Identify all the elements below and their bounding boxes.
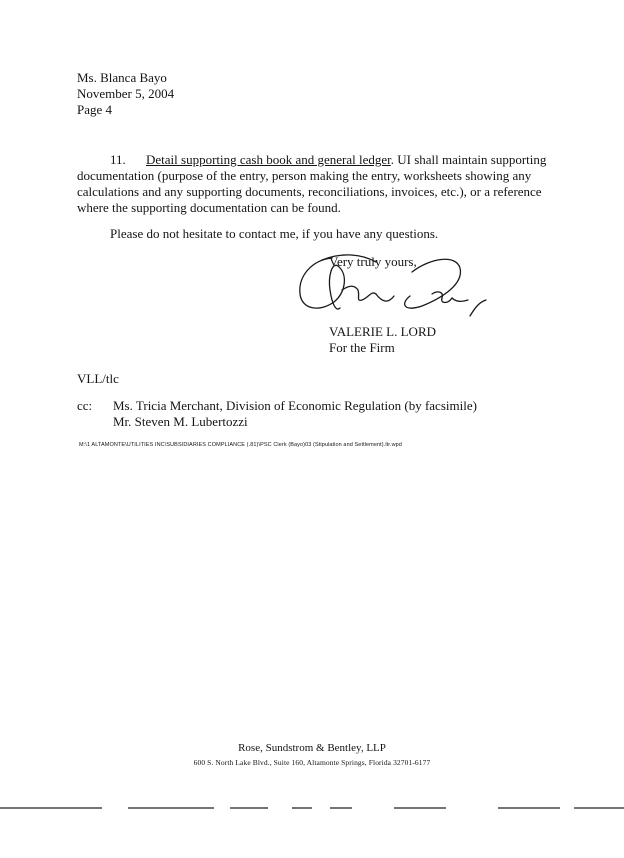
cc-label: cc: <box>77 398 93 413</box>
file-path: M:\1 ALTAMONTE\UTILITIES INC\SUBSIDIARIES COMPLIANCE (.81)\PSC Clerk (Bayo)03 (Stipulation and Settlement).ltr.wpd <box>79 442 402 448</box>
page-label: Page 4 <box>77 102 113 117</box>
footer-address: 600 S. North Lake Blvd., Suite 160, Altamonte Springs, Florida 32701-6177 <box>193 758 431 767</box>
recipient-name: Ms. Blanca Bayo <box>77 70 167 85</box>
typist-initials: VLL/tlc <box>77 371 119 386</box>
cc-recipient: Ms. Tricia Merchant, Division of Economic Regulation (by facsimile) <box>113 398 477 413</box>
closing-request: Please do not hesitate to contact me, if you have any questions. <box>110 226 439 241</box>
letter-date: November 5, 2004 <box>77 86 175 101</box>
footer-rule <box>0 806 624 810</box>
item-number: 11. <box>110 152 126 167</box>
footer-firm-name: Rose, Sundstrom & Bentley, LLP <box>238 742 386 754</box>
complimentary-close: Very truly yours, <box>329 254 417 269</box>
item-heading-punct: . <box>390 152 395 167</box>
item-text: UI shall maintain supporting documentation (purpose of the entry, person making the entry, worksheets showing any calculations and any supporting documents, reconciliations, invoices, etc.), or a reference where the supporting documentation can be found. <box>77 152 547 215</box>
item-heading: Detail supporting cash book and general ledger <box>146 152 391 167</box>
cc-recipient: Mr. Steven M. Lubertozzi <box>113 414 248 429</box>
signer-name: VALERIE L. LORD <box>329 324 437 339</box>
signature-image <box>292 246 492 336</box>
signer-title: For the Firm <box>329 340 395 355</box>
item-paragraph <box>77 152 552 216</box>
